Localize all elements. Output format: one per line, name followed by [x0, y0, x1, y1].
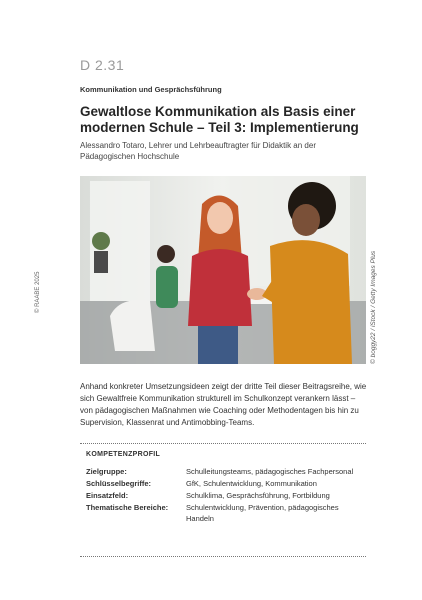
- profile-value: GfK, Schulentwicklung, Kommunikation: [186, 479, 317, 488]
- profile-row: [86, 478, 362, 489]
- profile-top-divider: [80, 443, 366, 444]
- profile-label: Einsatzfeld:: [86, 491, 129, 500]
- intro-paragraph: Anhand konkreter Umsetzungsideen zeigt der dritte Teil dieser Beitragsreihe, wie sich Gewaltfreie Kommunikation strukturell im Schulkonzept verankern lässt – von pädagogischen Maßnahmen wie Coaching oder Methodentagen bis hin zu Supervision, Klassenrat und Antimobbing-Teams.: [80, 382, 367, 427]
- article-photo: [80, 176, 366, 364]
- profile-label: Thematische Bereiche:: [86, 503, 169, 512]
- document-code: D 2.31: [80, 57, 125, 73]
- profile-label: Zielgruppe:: [86, 467, 127, 476]
- profile-row: [86, 502, 362, 524]
- profile-bottom-divider: [80, 556, 366, 557]
- profile-label: Schlüsselbegriffe:: [86, 479, 152, 488]
- profile-value: Schulentwicklung, Prävention, pädagogisches Handeln: [186, 503, 339, 523]
- classroom-handshake-illustration: [80, 176, 366, 364]
- section-label: Kommunikation und Gesprächsführung: [80, 85, 222, 94]
- profile-row: [86, 466, 362, 477]
- profile-row: [86, 490, 362, 501]
- photo-credit: © boggy22 / iStock / Getty Images Plus: [370, 250, 377, 364]
- copyright-note: © RAABE 2025: [35, 271, 41, 313]
- author-line: Alessandro Totaro, Lehrer und Lehrbeauftragter für Didaktik an der Pädagogischen Hochschule: [80, 141, 316, 161]
- article-title: Gewaltlose Kommunikation als Basis einer modernen Schule – Teil 3: Implementierung: [80, 104, 359, 135]
- profile-value: Schulleitungsteams, pädagogisches Fachpersonal: [186, 467, 354, 476]
- competence-profile: [86, 466, 362, 524]
- profile-value: Schulklima, Gesprächsführung, Fortbildung: [186, 491, 330, 500]
- profile-heading: KOMPETENZPROFIL: [86, 451, 161, 458]
